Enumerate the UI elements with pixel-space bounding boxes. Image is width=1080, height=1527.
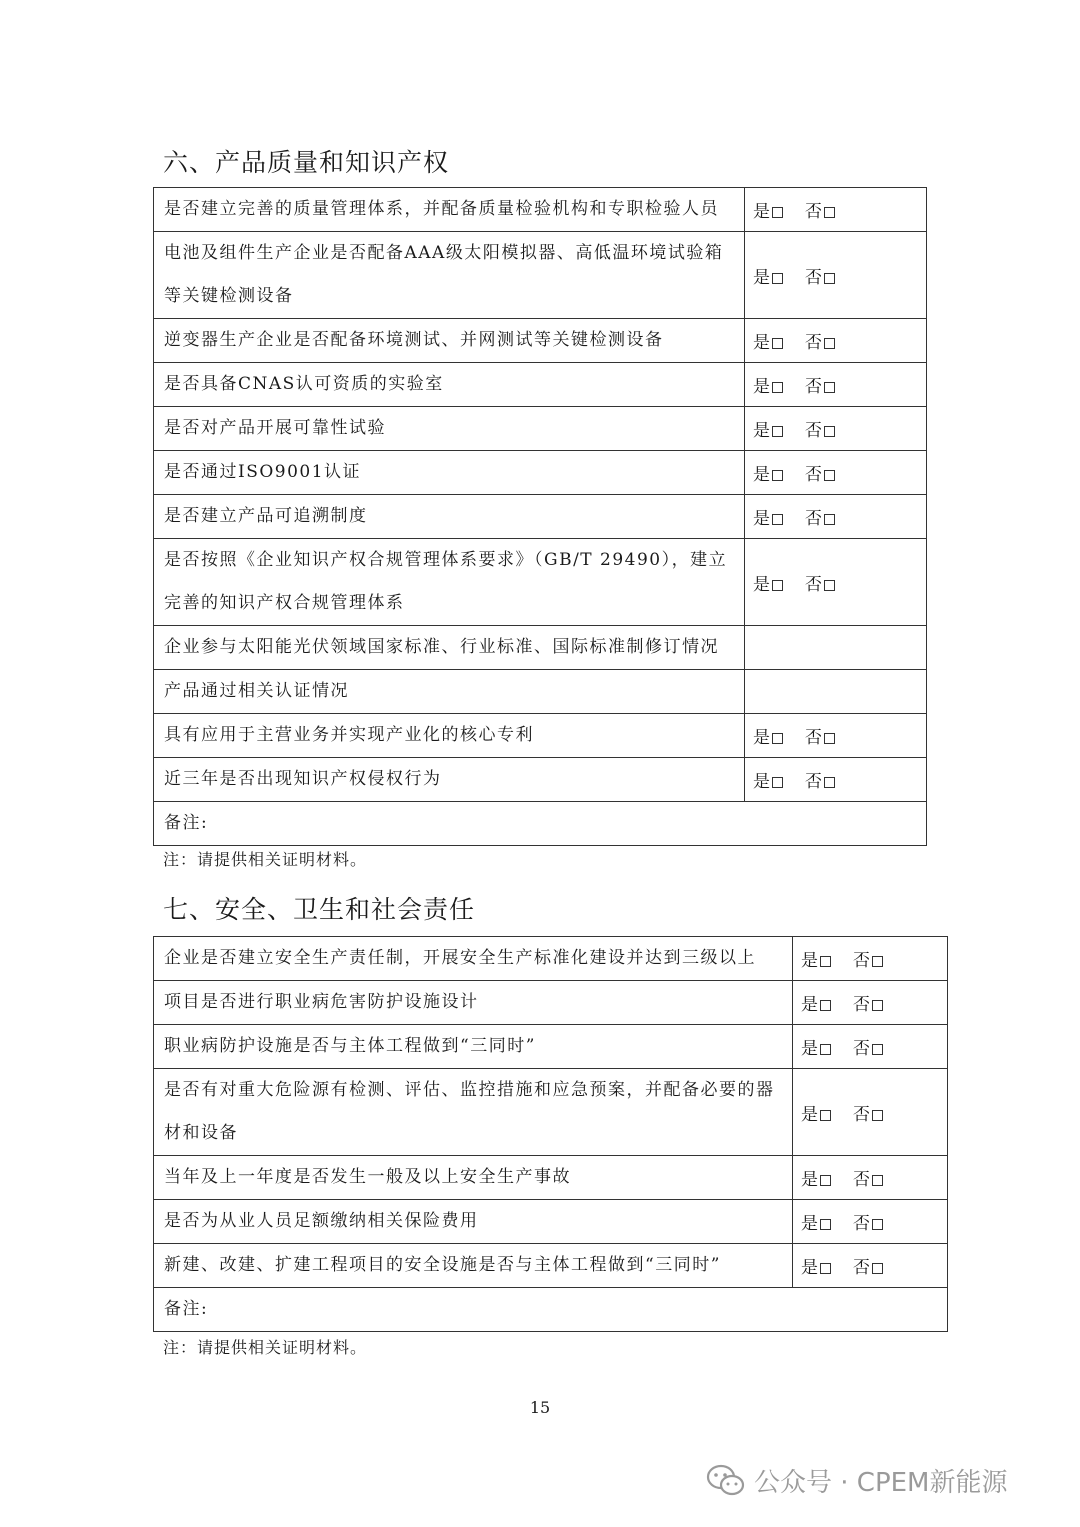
yes-option-label: 是 <box>801 1214 818 1234</box>
table-row <box>154 1069 948 1156</box>
no-option-label: 否 <box>805 772 822 792</box>
no-option-label: 否 <box>805 202 822 222</box>
question-cell: 企业是否建立安全生产责任制，开展安全生产标准化建设并达到三级以上 <box>154 937 793 981</box>
table-row <box>154 1156 948 1200</box>
yes-option[interactable] <box>801 990 831 1015</box>
table-row <box>154 1244 948 1288</box>
checkbox-icon[interactable] <box>820 1263 831 1274</box>
yes-option-label: 是 <box>801 1170 818 1190</box>
question-cell: 逆变器生产企业是否配备环境测试、并网测试等关键检测设备 <box>154 319 745 363</box>
yes-option[interactable] <box>801 1034 831 1059</box>
table-row <box>154 937 948 981</box>
answer-cell <box>793 981 948 1025</box>
checkbox-icon[interactable] <box>824 580 835 591</box>
section-6-note: 注：请提供相关证明材料。 <box>163 850 368 869</box>
no-option-label: 否 <box>853 1104 870 1125</box>
table-row <box>154 1025 948 1069</box>
question-cell: 产品通过相关认证情况 <box>154 670 745 714</box>
checkbox-icon[interactable] <box>872 1219 883 1230</box>
answer-cell <box>745 319 927 363</box>
no-option[interactable] <box>805 723 835 748</box>
no-option[interactable] <box>805 460 835 485</box>
yes-option[interactable] <box>801 1165 831 1190</box>
yes-option[interactable] <box>753 570 783 595</box>
no-option[interactable] <box>805 372 835 397</box>
yes-option[interactable] <box>801 946 831 971</box>
no-option[interactable] <box>805 416 835 441</box>
answer-cell <box>745 626 927 670</box>
checkbox-icon[interactable] <box>820 1175 831 1186</box>
yes-option-label: 是 <box>801 1039 818 1059</box>
question-cell: 是否对产品开展可靠性试验 <box>154 407 745 451</box>
question-cell: 具有应用于主营业务并实现产业化的核心专利 <box>154 714 745 758</box>
yes-option[interactable] <box>753 504 783 529</box>
checkbox-icon[interactable] <box>772 580 783 591</box>
question-cell: 是否按照《企业知识产权合规管理体系要求》（GB/T 29490），建立完善的知识产权合规管理体系 <box>154 539 745 626</box>
checkbox-icon[interactable] <box>772 382 783 393</box>
answer-cell <box>745 758 927 802</box>
table-row <box>154 363 927 407</box>
table-row <box>154 451 927 495</box>
checkbox-icon[interactable] <box>824 273 835 284</box>
checkbox-icon[interactable] <box>872 1044 883 1055</box>
no-option[interactable] <box>853 1100 883 1125</box>
remarks-row <box>154 802 927 846</box>
yes-option[interactable] <box>753 767 783 792</box>
answer-cell <box>793 1025 948 1069</box>
section-7-table <box>153 936 948 1332</box>
yes-option[interactable] <box>801 1253 831 1278</box>
yes-option-label: 是 <box>801 995 818 1015</box>
yes-option[interactable] <box>753 416 783 441</box>
checkbox-icon[interactable] <box>824 514 835 525</box>
yes-option-label: 是 <box>801 951 818 971</box>
yes-option-label: 是 <box>801 1104 818 1125</box>
checkbox-icon[interactable] <box>820 1110 831 1121</box>
checkbox-icon[interactable] <box>772 514 783 525</box>
answer-cell <box>745 232 927 319</box>
question-cell: 企业参与太阳能光伏领域国家标准、行业标准、国际标准制修订情况 <box>154 626 745 670</box>
checkbox-icon[interactable] <box>772 207 783 218</box>
answer-cell <box>793 937 948 981</box>
no-option[interactable] <box>805 263 835 288</box>
table-row <box>154 626 927 670</box>
no-option-label: 否 <box>853 951 870 971</box>
question-cell: 项目是否进行职业病危害防护设施设计 <box>154 981 793 1025</box>
question-cell: 是否通过ISO9001认证 <box>154 451 745 495</box>
yes-option[interactable] <box>753 460 783 485</box>
yes-option[interactable] <box>753 263 783 288</box>
no-option[interactable] <box>853 1253 883 1278</box>
no-option-label: 否 <box>853 1039 870 1059</box>
question-cell: 是否建立完善的质量管理体系，并配备质量检验机构和专职检验人员 <box>154 188 745 232</box>
yes-option-label: 是 <box>753 421 770 441</box>
remarks-cell[interactable]: 备注: <box>154 802 927 846</box>
yes-option[interactable] <box>801 1100 831 1125</box>
no-option[interactable] <box>853 990 883 1015</box>
page-number: 15 <box>529 1398 551 1417</box>
table-row <box>154 981 948 1025</box>
yes-option-label: 是 <box>753 574 770 595</box>
section-7-title: 七、安全、卫生和社会责任 <box>163 895 476 924</box>
no-option-label: 否 <box>805 509 822 529</box>
yes-option-label: 是 <box>753 465 770 485</box>
yes-option-label: 是 <box>753 728 770 748</box>
yes-option[interactable] <box>753 328 783 353</box>
table-row <box>154 1200 948 1244</box>
table-row <box>154 670 927 714</box>
question-cell: 是否为从业人员足额缴纳相关保险费用 <box>154 1200 793 1244</box>
checkbox-icon[interactable] <box>872 1263 883 1274</box>
checkbox-icon[interactable] <box>872 1175 883 1186</box>
checkbox-icon[interactable] <box>820 1044 831 1055</box>
no-option[interactable] <box>853 1209 883 1234</box>
no-option-label: 否 <box>805 267 822 288</box>
checkbox-icon[interactable] <box>820 1000 831 1011</box>
checkbox-icon[interactable] <box>772 338 783 349</box>
yes-option-label: 是 <box>753 377 770 397</box>
answer-cell <box>745 714 927 758</box>
watermark-text: 公众号 · CPEM新能源 <box>754 1468 1008 1498</box>
table-row <box>154 319 927 363</box>
table-row <box>154 232 927 319</box>
table-row <box>154 714 927 758</box>
yes-option-label: 是 <box>801 1258 818 1278</box>
answer-cell <box>745 539 927 626</box>
answer-cell <box>793 1156 948 1200</box>
answer-cell <box>745 495 927 539</box>
no-option-label: 否 <box>805 377 822 397</box>
yes-option[interactable] <box>753 197 783 222</box>
no-option[interactable] <box>853 1165 883 1190</box>
section-6-table <box>153 187 927 846</box>
no-option[interactable] <box>805 767 835 792</box>
checkbox-icon[interactable] <box>824 733 835 744</box>
no-option-label: 否 <box>853 995 870 1015</box>
no-option[interactable] <box>853 1034 883 1059</box>
question-cell: 电池及组件生产企业是否配备AAA级太阳模拟器、高低温环境试验箱等关键检测设备 <box>154 232 745 319</box>
no-option[interactable] <box>805 570 835 595</box>
checkbox-icon[interactable] <box>872 1000 883 1011</box>
checkbox-icon[interactable] <box>772 470 783 481</box>
answer-cell <box>745 407 927 451</box>
question-cell: 职业病防护设施是否与主体工程做到“三同时” <box>154 1025 793 1069</box>
checkbox-icon[interactable] <box>820 956 831 967</box>
no-option-label: 否 <box>805 333 822 353</box>
no-option-label: 否 <box>853 1258 870 1278</box>
question-cell: 当年及上一年度是否发生一般及以上安全生产事故 <box>154 1156 793 1200</box>
no-option[interactable] <box>853 946 883 971</box>
answer-cell <box>745 670 927 714</box>
yes-option-label: 是 <box>753 202 770 222</box>
answer-cell <box>793 1069 948 1156</box>
answer-cell <box>793 1244 948 1288</box>
yes-option[interactable] <box>801 1209 831 1234</box>
yes-option-label: 是 <box>753 772 770 792</box>
no-option[interactable] <box>805 197 835 222</box>
question-cell: 是否建立产品可追溯制度 <box>154 495 745 539</box>
question-cell: 新建、改建、扩建工程项目的安全设施是否与主体工程做到“三同时” <box>154 1244 793 1288</box>
question-cell: 是否有对重大危险源有检测、评估、监控措施和应急预案，并配备必要的器材和设备 <box>154 1069 793 1156</box>
checkbox-icon[interactable] <box>772 733 783 744</box>
table-row <box>154 407 927 451</box>
checkbox-icon[interactable] <box>872 956 883 967</box>
wechat-icon <box>706 1464 746 1498</box>
question-cell: 近三年是否出现知识产权侵权行为 <box>154 758 745 802</box>
table-row <box>154 539 927 626</box>
answer-cell <box>745 188 927 232</box>
no-option-label: 否 <box>805 465 822 485</box>
remarks-cell[interactable]: 备注: <box>154 1288 948 1332</box>
yes-option[interactable] <box>753 723 783 748</box>
checkbox-icon[interactable] <box>824 382 835 393</box>
yes-option[interactable] <box>753 372 783 397</box>
table-row <box>154 758 927 802</box>
checkbox-icon[interactable] <box>772 426 783 437</box>
table-row <box>154 495 927 539</box>
checkbox-icon[interactable] <box>772 777 783 788</box>
checkbox-icon[interactable] <box>772 273 783 284</box>
remarks-row <box>154 1288 948 1332</box>
no-option[interactable] <box>805 328 835 353</box>
checkbox-icon[interactable] <box>824 426 835 437</box>
watermark <box>706 1462 1008 1499</box>
checkbox-icon[interactable] <box>824 470 835 481</box>
checkbox-icon[interactable] <box>820 1219 831 1230</box>
answer-cell <box>745 363 927 407</box>
checkbox-icon[interactable] <box>824 207 835 218</box>
section-6-title: 六、产品质量和知识产权 <box>163 148 450 177</box>
no-option-label: 否 <box>853 1214 870 1234</box>
checkbox-icon[interactable] <box>824 338 835 349</box>
no-option-label: 否 <box>805 728 822 748</box>
checkbox-icon[interactable] <box>824 777 835 788</box>
yes-option-label: 是 <box>753 509 770 529</box>
table-row <box>154 188 927 232</box>
yes-option-label: 是 <box>753 333 770 353</box>
no-option[interactable] <box>805 504 835 529</box>
yes-option-label: 是 <box>753 267 770 288</box>
no-option-label: 否 <box>853 1170 870 1190</box>
question-cell: 是否具备CNAS认可资质的实验室 <box>154 363 745 407</box>
answer-cell <box>745 451 927 495</box>
answer-cell <box>793 1200 948 1244</box>
section-7-note: 注：请提供相关证明材料。 <box>163 1338 368 1357</box>
no-option-label: 否 <box>805 574 822 595</box>
checkbox-icon[interactable] <box>872 1110 883 1121</box>
no-option-label: 否 <box>805 421 822 441</box>
